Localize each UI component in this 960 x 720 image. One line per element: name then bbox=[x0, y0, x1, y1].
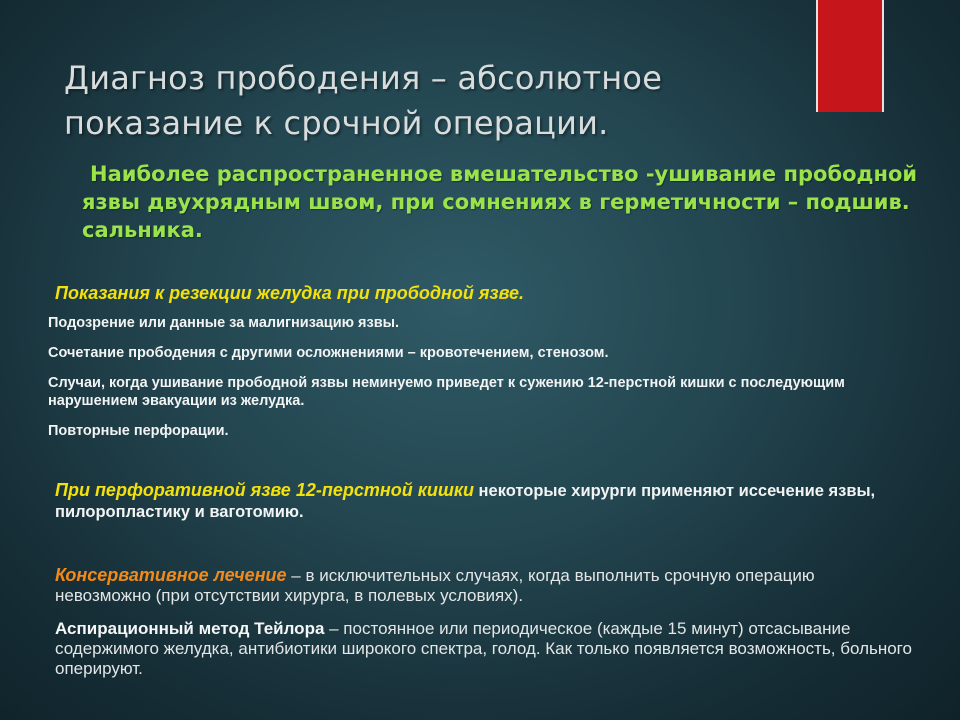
accent-bar bbox=[816, 0, 884, 112]
slide-title bbox=[64, 56, 804, 146]
duodenum-paragraph bbox=[55, 480, 885, 523]
duodenum-lead: При перфоративной язве 12-перстной кишки bbox=[55, 480, 474, 500]
aspiration-lead: Аспирационный метод Тейлора bbox=[55, 619, 325, 638]
resection-list bbox=[48, 314, 928, 452]
list-item: Повторные перфорации. bbox=[48, 423, 229, 439]
duodenum-text: некоторые хирурги применяют иссечение язвы, пилоропластику и ваготомию. bbox=[55, 482, 876, 521]
intro-paragraph: Наиболее распространенное вмешательство -ушивание прободной язвы двухрядным швом, при сомнениях в герметичности – подшив. сальника. bbox=[82, 162, 918, 242]
list-item: Подозрение или данные за малигнизацию язвы. bbox=[48, 315, 400, 331]
conservative-text: – в исключительных случаях, когда выполнить срочную операцию невозможно (при отсутствии хирурга, в полевых условиях). bbox=[55, 566, 815, 605]
title-line-2: показание к срочной операции. bbox=[64, 104, 609, 142]
conservative-paragraph bbox=[55, 565, 915, 606]
aspiration-paragraph bbox=[55, 619, 915, 679]
aspiration-text: – постоянное или периодическое (каждые 15 минут) отсасывание содержимого желудка, антибиотики широкого спектра, голод. Как только появляется возможность, больного оперируют. bbox=[55, 619, 912, 678]
list-item: Сочетание прободения с другими осложнениями – кровотечением, стенозом. bbox=[48, 345, 609, 361]
conservative-lead: Консервативное лечение bbox=[55, 565, 287, 585]
list-item: Случаи, когда ушивание прободной язвы неминуемо приведет к сужению 12-перстной кишки с последующим нарушением эвакуации из желудка. bbox=[48, 375, 845, 409]
title-line-1: Диагноз прободения – абсолютное bbox=[64, 59, 663, 97]
resection-heading: Показания к резекции желудка при прободной язве. bbox=[55, 283, 525, 303]
